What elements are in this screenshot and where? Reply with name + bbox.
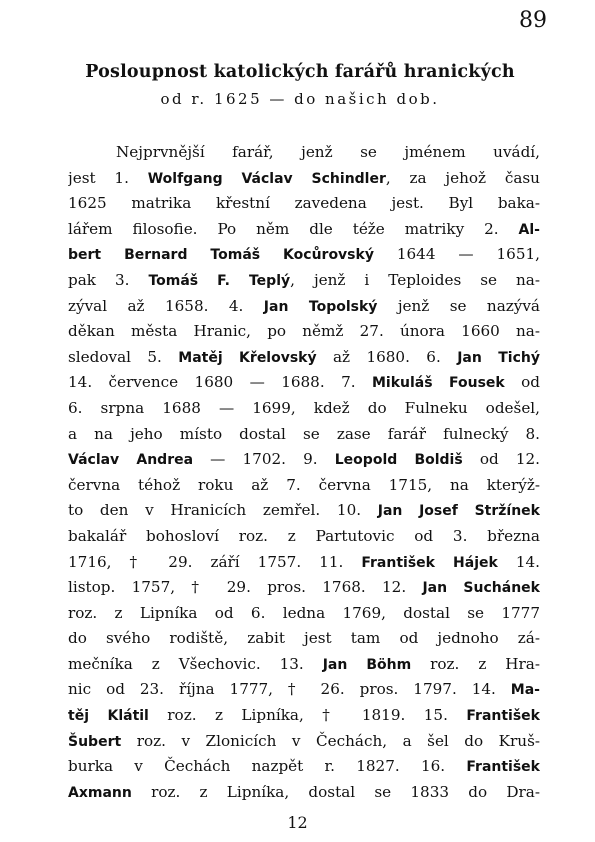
- text-run: roz. z Hra-: [411, 654, 540, 673]
- text-line: [68, 652, 540, 678]
- priest-name: těj Klátil: [68, 708, 149, 725]
- text-line: [68, 345, 540, 371]
- text-run: nic od 23. října 1777, † 26. pros. 1797. 14.: [68, 680, 511, 699]
- text-run: roz. v Zlonicích v Čechách, a šel do Kruš-: [121, 731, 540, 750]
- text-line: [68, 754, 540, 780]
- text-run: od 12.: [462, 450, 540, 469]
- priest-name: Jan Suchánek: [422, 580, 540, 597]
- priest-name: Leopold Boldiš: [334, 452, 463, 469]
- text-run: června téhož roku až 7. června 1715, na kterýž-: [68, 475, 540, 494]
- priest-name: Jan Josef Stržínek: [377, 503, 540, 520]
- text-run: a na jeho místo dostal se zase farář fulnecký 8.: [68, 424, 540, 443]
- text-line: [68, 626, 540, 652]
- text-run: od: [504, 373, 540, 392]
- text-run: mečníka z Všechovic. 13.: [68, 654, 323, 673]
- text-run: burka v Čechách nazpět r. 1827. 16.: [68, 757, 467, 776]
- text-line: [68, 524, 540, 550]
- text-run: děkan města Hranic, po němž 27. února 1660 na-: [68, 322, 540, 341]
- text-line: [68, 268, 540, 294]
- text-run: zýval až 1658. 4.: [68, 296, 264, 315]
- priest-name: Al-: [518, 221, 540, 238]
- text-line: [68, 319, 540, 345]
- priest-name: Wolfgang Václav Schindler: [147, 170, 386, 187]
- page-number: 89: [519, 8, 547, 33]
- priest-name: Jan Böhm: [322, 656, 412, 673]
- text-line: [68, 703, 540, 729]
- text-line: [68, 729, 540, 755]
- text-line: [68, 217, 540, 243]
- text-line: [68, 473, 540, 499]
- priest-name: Tomáš F. Teplý: [148, 272, 291, 289]
- text-run: roz. z Lipníka, dostal se 1833 do Dra-: [131, 782, 540, 801]
- text-run: 14.: [497, 552, 540, 571]
- printer-signature-mark: 12: [287, 813, 308, 832]
- priest-name: František: [466, 759, 540, 776]
- text-run: , jenž i Teploides se na-: [290, 270, 540, 289]
- text-line: [68, 498, 540, 524]
- text-run: 1644 — 1651,: [373, 245, 540, 264]
- text-run: až 1680. 6.: [316, 347, 458, 366]
- text-run: to den v Hranicích zemřel. 10.: [68, 501, 378, 520]
- priest-name: bert Bernard Tomáš Kocůrovský: [68, 247, 374, 264]
- chapter-subtitle: od r. 1625 — do našich dob.: [160, 90, 440, 108]
- text-run: 14. července 1680 — 1688. 7.: [68, 373, 372, 392]
- priest-name: Jan Tichý: [457, 349, 540, 366]
- priest-name: Axmann: [68, 784, 132, 801]
- text-run: Nejprvnější farář, jenž se jménem uvádí,: [116, 143, 540, 161]
- text-line: [68, 601, 540, 627]
- text-run: bakalář bohosloví roz. z Partutovic od 3. března: [68, 526, 540, 545]
- text-run: jest 1.: [68, 168, 148, 187]
- priest-name: Šubert: [68, 733, 122, 750]
- text-run: roz. z Lipníka od 6. ledna 1769, dostal se 1777: [68, 603, 540, 622]
- text-run: jenž se nazývá: [377, 296, 540, 315]
- text-run: roz. z Lipníka, † 1819. 15.: [148, 706, 467, 725]
- body-paragraph: [68, 140, 540, 805]
- text-run: 1625 matrika křestní zavedena jest. Byl baka-: [68, 194, 540, 213]
- text-line: [68, 191, 540, 217]
- priest-name: Matěj Křelovský: [178, 349, 317, 366]
- text-line: [68, 575, 540, 601]
- text-line: [68, 422, 540, 448]
- text-line: [68, 242, 540, 268]
- priest-name: František Hájek: [361, 554, 498, 571]
- text-line: [68, 780, 540, 806]
- text-run: 6. srpna 1688 — 1699, kdež do Fulneku odešel,: [68, 398, 540, 417]
- text-line: [68, 550, 540, 576]
- text-line: [68, 140, 540, 166]
- priest-name: Václav Andrea: [68, 452, 194, 469]
- text-run: — 1702. 9.: [193, 450, 335, 469]
- priest-name: Mikuláš Fousek: [371, 375, 505, 392]
- text-line: [68, 166, 540, 192]
- text-line: [68, 396, 540, 422]
- priest-name: František: [466, 708, 540, 725]
- text-line: [68, 294, 540, 320]
- priest-name: Ma-: [510, 682, 540, 699]
- chapter-title: Posloupnost katolických farářů hranických: [85, 62, 515, 82]
- text-run: pak 3.: [68, 270, 149, 289]
- priest-name: Jan Topolský: [263, 298, 378, 315]
- text-run: sledoval 5.: [68, 347, 179, 366]
- text-run: listop. 1757, † 29. pros. 1768. 12.: [68, 578, 423, 597]
- text-line: [68, 677, 540, 703]
- text-run: lářem filosofie. Po něm dle téže matriky 2.: [68, 219, 519, 238]
- text-run: , za jehož času: [385, 168, 540, 187]
- text-line: [68, 370, 540, 396]
- text-run: 1716, † 29. září 1757. 11.: [68, 552, 362, 571]
- text-line: [68, 447, 540, 473]
- text-run: do svého rodiště, zabit jest tam od jednoho zá-: [68, 629, 540, 648]
